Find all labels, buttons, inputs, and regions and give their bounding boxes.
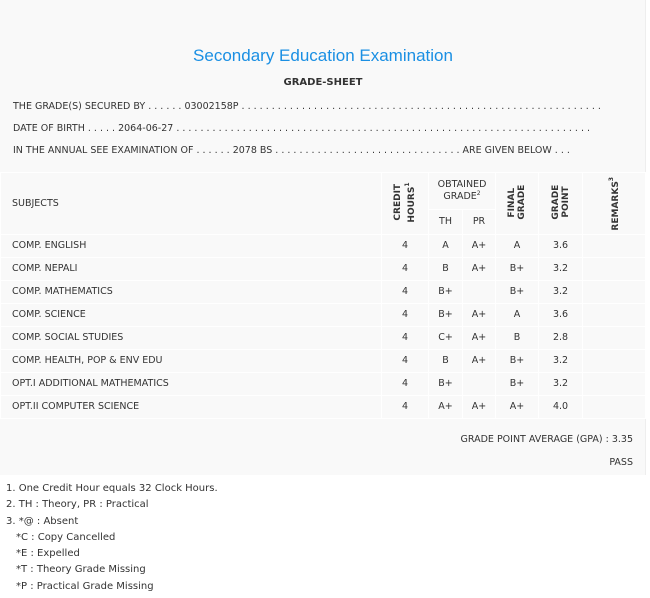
footnote: *P : Practical Grade Missing [16,580,154,592]
cell-th: A+ [429,395,463,418]
cell-th: B+ [429,303,463,326]
cell-credit: 4 [382,257,429,280]
exam-title: Secondary Education Examination [193,46,453,65]
cell-th: C+ [429,326,463,349]
cell-subject: OPT.II COMPUTER SCIENCE [1,395,382,418]
cell-subject: COMP. HEALTH, POP & ENV EDU [1,349,382,372]
grades-table [0,172,646,419]
cell-th: B [429,349,463,372]
cell-point: 4.0 [539,395,583,418]
cell-final: B+ [496,257,539,280]
header-remarks: REMARKS$^3$ [583,173,646,235]
cell-point: 3.2 [539,372,583,395]
footnote: 3. *@ : Absent [6,515,79,527]
cell-pr: A+ [463,349,496,372]
header-final-grade: FINAL GRADE [496,173,539,235]
cell-pr: A+ [463,303,496,326]
cell-remarks [583,257,646,280]
cell-pr: A+ [463,257,496,280]
cell-point: 3.2 [539,257,583,280]
table-row [1,280,646,303]
cell-th: B+ [429,372,463,395]
cell-final: B+ [496,349,539,372]
cell-point: 3.6 [539,303,583,326]
header-credit-hours: CREDIT HOURS$^1$ [382,173,429,235]
footnote: *T : Theory Grade Missing [16,564,146,576]
footnote: *C : Copy Cancelled [16,531,116,543]
cell-point: 3.6 [539,234,583,257]
footnote: *E : Expelled [16,548,80,560]
table-row [1,395,646,418]
table-row [1,349,646,372]
exam-line: IN THE ANNUAL SEE EXAMINATION OF . . . . . . 2078 BS . . . . . . . . . . . . . . . . . . . . . . . . . . . . . . . ARE GIVEN BELOW . . . [13,145,570,156]
table-row [1,372,646,395]
header-grade-point: GRADE POINT [539,173,583,235]
cell-subject: COMP. ENGLISH [1,234,382,257]
result-status: PASS [609,457,633,468]
table-row [1,257,646,280]
cell-th: B [429,257,463,280]
table-row [1,326,646,349]
cell-th: A [429,234,463,257]
cell-point: 3.2 [539,280,583,303]
cell-pr: A+ [463,326,496,349]
table-row [1,303,646,326]
cell-pr: A+ [463,395,496,418]
cell-credit: 4 [382,349,429,372]
cell-subject: COMP. NEPALI [1,257,382,280]
cell-th: B+ [429,280,463,303]
table-row [1,234,646,257]
secured-by-line: THE GRADE(S) SECURED BY . . . . . . 03002158P . . . . . . . . . . . . . . . . . . . . . . . . . . . . . . . . . . . . . . . . . . . . . . . . . . . . . . . . . . . . [13,101,601,112]
footnote: 2. TH : Theory, PR : Practical [6,499,149,511]
footnotes [6,481,218,595]
cell-remarks [583,395,646,418]
header-obtained-grade: OBTAINED GRADE$^2$ [429,173,496,210]
cell-credit: 4 [382,280,429,303]
cell-point: 3.2 [539,349,583,372]
sheet-subtitle: GRADE-SHEET [283,77,363,88]
cell-credit: 4 [382,372,429,395]
cell-remarks [583,280,646,303]
cell-pr [463,372,496,395]
cell-subject: COMP. SCIENCE [1,303,382,326]
cell-final: B+ [496,372,539,395]
dob-line: DATE OF BIRTH . . . . . 2064-06-27 . . . . . . . . . . . . . . . . . . . . . . . . . . . . . . . . . . . . . . . . . . . . . . . . . . . . . . . . . . . . . . . . . . . . . [13,123,591,134]
cell-final: B [496,326,539,349]
cell-subject: COMP. MATHEMATICS [1,280,382,303]
cell-pr: A+ [463,234,496,257]
cell-remarks [583,349,646,372]
header-th: TH [429,209,463,234]
footnote: 1. One Credit Hour equals 32 Clock Hours. [6,483,218,494]
cell-credit: 4 [382,303,429,326]
cell-subject: COMP. SOCIAL STUDIES [1,326,382,349]
cell-remarks [583,303,646,326]
cell-final: A+ [496,395,539,418]
cell-final: B+ [496,280,539,303]
cell-credit: 4 [382,395,429,418]
cell-credit: 4 [382,234,429,257]
header-subjects: SUBJECTS [1,173,382,235]
cell-subject: OPT.I ADDITIONAL MATHEMATICS [1,372,382,395]
cell-final: A [496,303,539,326]
cell-final: A [496,234,539,257]
cell-remarks [583,326,646,349]
cell-pr [463,280,496,303]
header-pr: PR [463,209,496,234]
cell-point: 2.8 [539,326,583,349]
gpa: GRADE POINT AVERAGE (GPA) : 3.35 [460,434,633,445]
cell-remarks [583,234,646,257]
cell-remarks [583,372,646,395]
cell-credit: 4 [382,326,429,349]
